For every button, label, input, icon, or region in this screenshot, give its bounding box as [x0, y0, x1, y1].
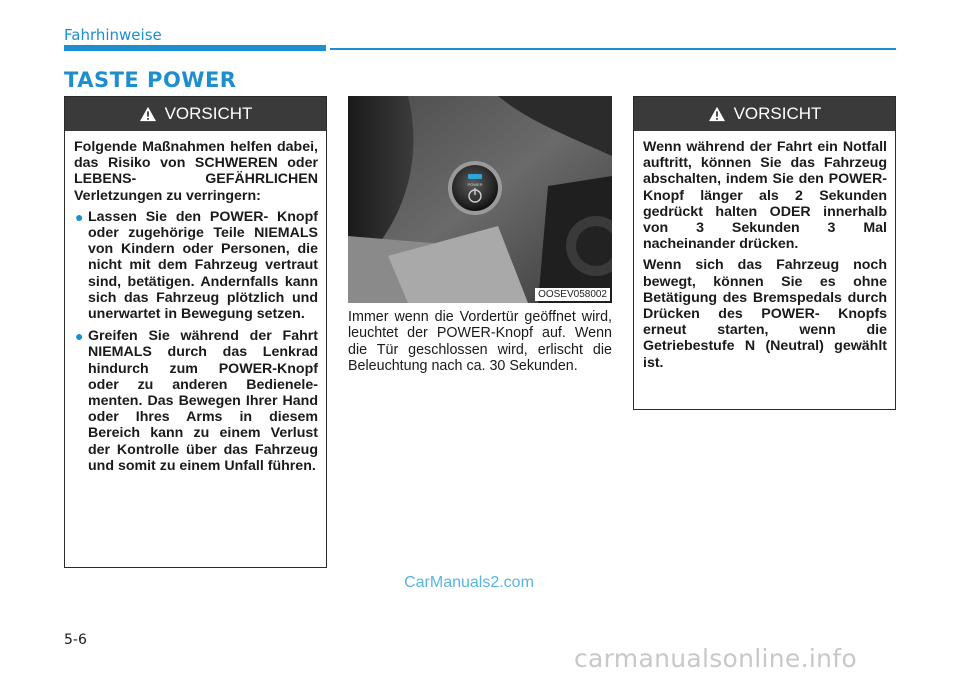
bullet-icon: ●	[75, 328, 84, 345]
caution-paragraph: Wenn sich das Fahrzeug noch bewegt, können Sie es ohne Betätigung des Bremspedals durch Drücken des POWER- Knopfs erneut starten, wenn die Getriebestufe N (Neutral) gewählt ist.	[643, 257, 887, 371]
header-rule-thin	[330, 48, 896, 50]
dashboard-illustration	[348, 96, 612, 303]
footer-watermark: carmanualsonline.info	[574, 644, 857, 673]
page-heading: TASTE POWER	[64, 68, 237, 92]
power-button-photo	[348, 96, 612, 303]
caution-bullet-text: Greifen Sie während der Fahrt NIEMALS durch das Lenkrad hindurch zum POWER-Knopf oder zu anderen Bedienele- menten. Das Bewegen Ihrer Hand oder Ihres Arms in diesem Bereich kann zu einem Verlust der Kontrolle über das Fahrzeug und somit zu einem Unfall führen.	[88, 328, 318, 474]
figure-code: OOSEV058002	[535, 288, 610, 301]
bullet-icon: ●	[75, 208, 84, 225]
caution-bullet-item	[74, 328, 318, 474]
warning-icon	[708, 106, 726, 122]
caution-intro: Folgende Maßnahmen helfen dabei, das Risiko von SCHWEREN oder LEBENS- GEFÄHRLICHEN Verletzungen zu verringern:	[74, 139, 318, 204]
caution-bullet-text: Lassen Sie den POWER- Knopf oder zugehörige Teile NIEMALS von Kindern oder Personen, die nicht mit dem Fahrzeug vertraut sind, betätigen. Andernfalls kann sich das Fahrzeug plötzlich und unerwartet in Bewegung setzen.	[88, 208, 318, 323]
caution-paragraph: Wenn während der Fahrt ein Notfall auftritt, können Sie das Fahrzeug abschalten, indem Sie den POWER-Knopf länger als 2 Sekunden gedrückt halten ODER innerhalb von 3 Sekunden 3 Mal nacheinander drücken.	[643, 139, 887, 253]
warning-icon	[139, 106, 157, 122]
caution-bullet-item	[74, 209, 318, 322]
caution-title: VORSICHT	[733, 104, 822, 123]
caution-body	[65, 131, 326, 486]
caution-list	[74, 209, 318, 474]
site-watermark-link[interactable]: CarManuals2.com	[404, 574, 534, 591]
caution-header	[634, 97, 895, 131]
caution-box-left	[64, 96, 327, 568]
caution-body	[634, 131, 895, 382]
page-number: 5-6	[64, 632, 87, 648]
caution-title: VORSICHT	[164, 104, 253, 123]
caution-box-right	[633, 96, 896, 410]
header-rule-thick	[64, 45, 326, 51]
power-button-label: POWER	[467, 182, 483, 187]
body-paragraph: Immer wenn die Vordertür geöffnet wird, leuchtet der POWER-Knopf auf. Wenn die Tür geschlossen wird, erlischt die Beleuchtung nach ca. 30 Sekunden.	[348, 309, 612, 374]
section-title: Fahrhinweise	[64, 26, 162, 44]
caution-header	[65, 97, 326, 131]
